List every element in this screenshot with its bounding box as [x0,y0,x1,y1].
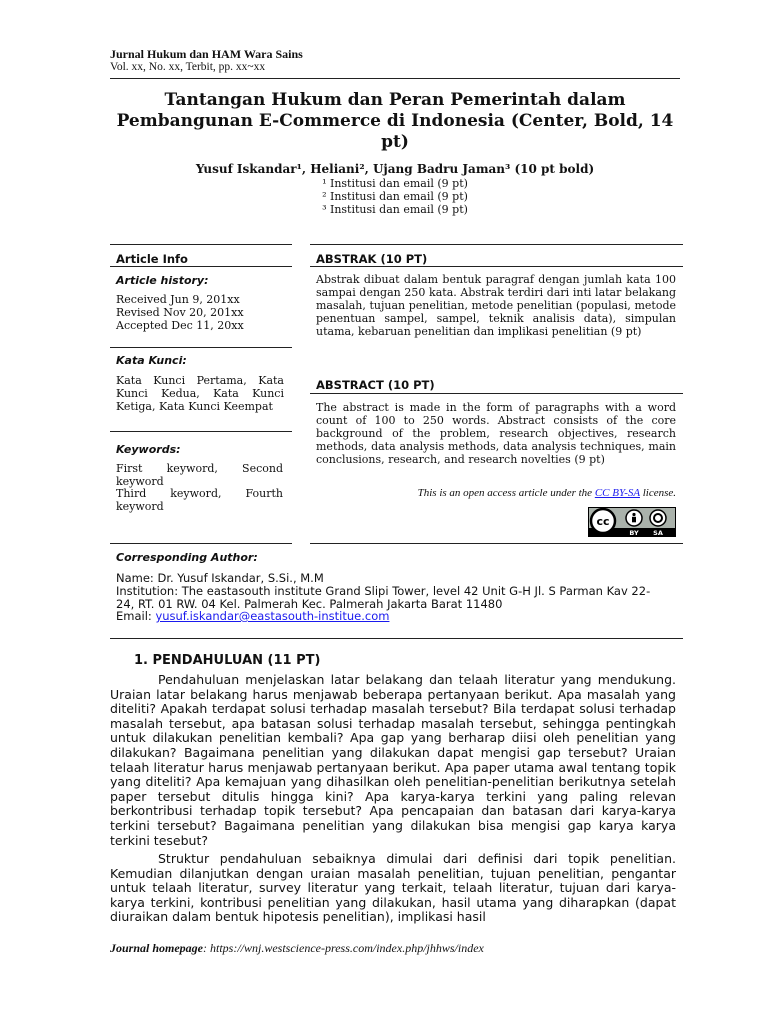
cc-by-sa-badge[interactable] [588,507,676,537]
affiliation-2: ² Institusi dan email (9 pt) [322,190,468,203]
article-info-heading: Article Info [116,252,188,266]
article-info-heading-rule [110,266,292,267]
section-1-paragraph-2: Struktur pendahuluan sebaiknya dimulai dari definisi dari topik penelitian. Kemudian dilanjutkan dengan uraian masalah penelitian, tujuan penelitian, pengantar untuk telaah literatur, survey literatur yang terkait, telaah literatur, tujuan dari karya-karya terkini, kontribusi penelitian yang dilakukan, hasil utama yang diharapkan (dapat diuraikan dalam bentuk hipotesis penelitian), implikasi hasil [110,852,676,925]
affiliation-1: ¹ Institusi dan email (9 pt) [322,177,468,190]
journal-homepage-label: Journal homepage [110,941,204,955]
email-line [116,609,389,623]
corresponding-author-label: Corresponding Author: [116,551,258,564]
abstract-heading-rule [310,393,683,394]
abstract-bottom-rule [310,543,683,544]
abstrak-text: Abstrak dibuat dalam bentuk paragraf dengan jumlah kata 100 sampai dengan 250 kata. Abstrak terdiri dari inti latar belakang masalah, tujuan penelitian, metode penelitian (populasi, metode penentuan sampel, sampel, teknik analisis data), simpulan utama, kebaruan penelitian dan implikasi penelitian (9 pt) [316,273,676,338]
accepted-date: Accepted Dec 11, 20xx [116,319,244,332]
institution-line-1: Institution: The eastasouth institute Grand Slipi Tower, level 42 Unit G-H Jl. S Parman Kav 22- [116,584,651,598]
article-history-label: Article history: [116,274,209,287]
section-1-paragraph-1: Pendahuluan menjelaskan latar belakang dan telaah literatur yang mendukung. Uraian latar belakang harus menjawab beberapa pertanyaan berikut. Apa masalah yang diteliti? Apakah terdapat solusi terhadap masalah tersebut? Bila terdapat solusi terhadap masalah tersebut, apa batasan solusi terhadap masalah tersebut, sehingga pentingkah untuk dilakukan penelitian kembali? Apa gap yang berharap diisi oleh penelitian yang dilakukan? Bagaimana penelitian yang dilakukan dapat mengisi gap tersebut? Uraian telaah literatur harus menjawab pertanyaan berikut. Apa paper utama awal tentang topik yang diteliti? Apa kemajuan yang dihasilkan oleh penelitian-penelitian berikutnya setelah paper tersebut ditulis hingga kini? Apa karya-karya terkini yang paling relevan berkontribusi terhadap topik tersebut? Apa pencapaian dan batasan dari karya-karya terkini tersebut? Bagaimana penelitian yang dilakukan bisa mengisi gap karya karya terkini tesebut? [110,672,676,848]
section-1-heading: 1. PENDAHULUAN (11 PT) [134,653,321,668]
abstrak-heading: ABSTRAK (10 PT) [316,252,428,266]
keywords-bottom-rule [110,543,292,544]
kata-kunci-line-2: Kunci Kedua, Kata Kunci [116,387,284,400]
email-link[interactable]: yusuf.iskandar@eastasouth-institue.com [155,609,390,623]
abstract-heading: ABSTRACT (10 PT) [316,378,435,392]
email-label: Email: [116,609,156,623]
journal-name: Jurnal Hukum dan HAM Wara Sains [110,47,303,61]
article-info-top-rule [110,244,292,245]
badge-sa-label: SA [653,529,663,537]
history-bottom-rule [110,347,292,348]
license-text-before: This is an open access article under the [417,487,595,499]
kata-kunci-line-1: Kata Kunci Pertama, Kata [116,374,284,387]
paper-authors: Yusuf Iskandar¹, Heliani², Ujang Badru Jaman³ (10 pt bold) [195,162,595,176]
svg-text:cc: cc [596,515,610,528]
cc-by-sa-link[interactable]: CC BY-SA [594,487,640,499]
badge-by-label: BY [629,529,639,537]
sa-share-alike-icon [650,510,666,526]
kata-kunci-bottom-rule [110,431,292,432]
affiliation-3: ³ Institusi dan email (9 pt) [322,203,468,216]
journal-volume: Vol. xx, No. xx, Terbit, pp. xx~xx [110,61,266,73]
kata-kunci-line-3: Ketiga, Kata Kunci Keempat [116,400,273,413]
abstract-top-rule [310,244,683,245]
abstract-text: The abstract is made in the form of paragraphs with a word count of 100 to 250 words. Abstract consists of the core background of the problem, research objectives, research methods, data analysis methods, data analysis techniques, main conclusions, research, and research novelties (9 pt) [316,401,676,466]
keywords-label: Keywords: [116,443,181,456]
license-text-after: license. [639,487,676,499]
journal-homepage-url[interactable]: : https://wnj.westscience-press.com/index.php/jhhws/index [203,941,484,955]
kata-kunci-label: Kata Kunci: [116,354,187,367]
keywords-line-3: Third keyword, Fourth [116,487,283,500]
institution-line-2: 24, RT. 01 RW. 04 Kel. Palmerah Kec. Palmerah Jakarta Barat 11480 [116,597,503,611]
revised-date: Revised Nov 20, 201xx [116,306,244,319]
keywords-line-2: keyword [116,475,164,488]
paper-title: Tantangan Hukum dan Peran Pemerintah dalam Pembangunan E-Commerce di Indonesia (Center, Bold, 14 pt) [116,90,674,152]
corresponding-bottom-rule [110,638,683,639]
author-name-line: Name: Dr. Yusuf Iskandar, S.Si., M.M [116,571,324,585]
keywords-line-4: keyword [116,500,164,513]
keywords-line-1: First keyword, Second [116,462,283,475]
cc-by-sa-badge-graphic [588,507,676,537]
license-statement [316,487,676,499]
header-rule [110,78,680,79]
journal-homepage [110,941,484,956]
received-date: Received Jun 9, 201xx [116,293,240,306]
abstrak-heading-rule [310,266,683,267]
